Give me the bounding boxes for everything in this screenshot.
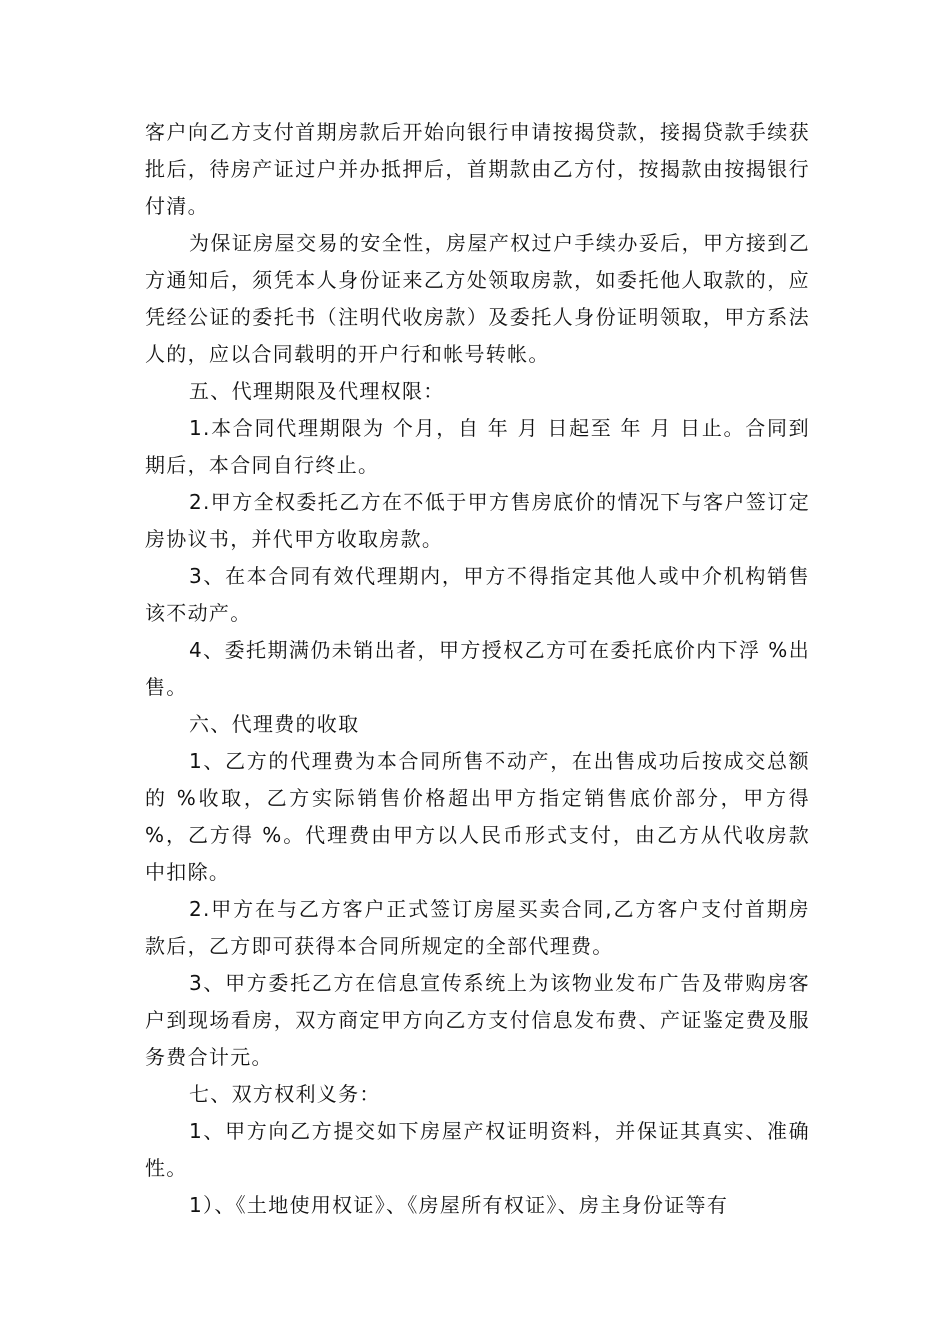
clause-5-1: 1.本合同代理期限为 个月，自 年 月 日起至 年 月 日止。合同到期后，本合同自行终止。 [145, 416, 810, 477]
section-heading-rights-obligations: 七、双方权利义务： [189, 1082, 381, 1106]
section-heading-agency-term: 五、代理期限及代理权限： [189, 379, 445, 403]
clause-5-4: 4、委托期满仍未销出者，甲方授权乙方可在委托底价内下浮 %出售。 [145, 638, 810, 699]
clause-7-1-1: 1）、《土地使用权证》、《房屋所有权证》、房主身份证等有 [189, 1193, 729, 1217]
document-body [145, 114, 810, 1224]
paragraph-transaction-safety: 为保证房屋交易的安全性，房屋产权过户手续办妥后，甲方接到乙方通知后，须凭本人身份证来乙方处领取房款，如委托他人取款的，应凭经公证的委托书（注明代收房款）及委托人身份证明领取，甲方系法人的，应以合同载明的开户行和帐号转帐。 [145, 231, 810, 366]
clause-5-2: 2.甲方全权委托乙方在不低于甲方售房底价的情况下与客户签订定房协议书，并代甲方收取房款。 [145, 490, 810, 551]
paragraph-mortgage-process: 客户向乙方支付首期房款后开始向银行申请按揭贷款，接揭贷款手续获批后，待房产证过户并办抵押后，首期款由乙方付，按揭款由按揭银行付清。 [145, 120, 810, 218]
clause-6-2: 2.甲方在与乙方客户正式签订房屋买卖合同,乙方客户支付首期房款后，乙方即可获得本合同所规定的全部代理费。 [145, 897, 810, 958]
clause-7-1: 1、甲方向乙方提交如下房屋产权证明资料，并保证其真实、准确性。 [145, 1119, 810, 1180]
clause-5-3: 3、在本合同有效代理期内，甲方不得指定其他人或中介机构销售该不动产。 [145, 564, 810, 625]
clause-6-1: 1、乙方的代理费为本合同所售不动产，在出售成功后按成交总额的 %收取，乙方实际销售价格超出甲方指定销售底价部分，甲方得 %，乙方得 %。代理费由甲方以人民币形式支付，由乙方从代收房款中扣除。 [145, 749, 810, 884]
clause-6-3: 3、甲方委托乙方在信息宣传系统上为该物业发布广告及带购房客户到现场看房，双方商定甲方向乙方支付信息发布费、产证鉴定费及服务费合计元。 [145, 971, 810, 1069]
section-heading-agency-fee: 六、代理费的收取 [189, 712, 360, 736]
